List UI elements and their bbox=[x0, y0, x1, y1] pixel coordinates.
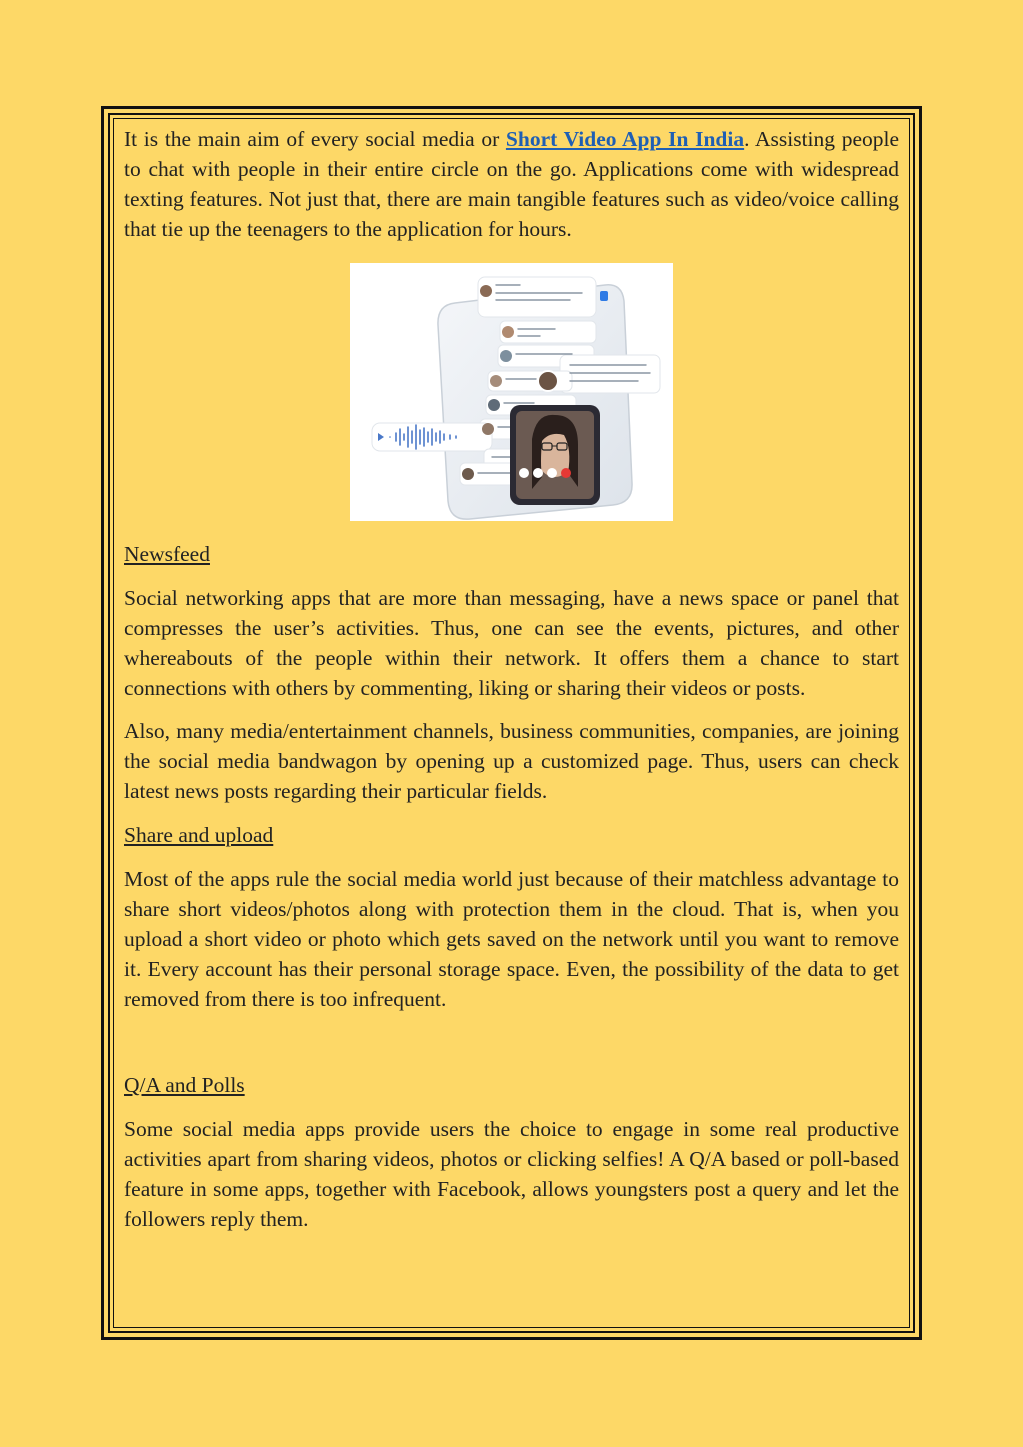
section-heading-share-upload: Share and upload bbox=[124, 823, 274, 847]
intro-text-start: It is the main aim of every social media or bbox=[124, 127, 506, 151]
intro-paragraph bbox=[124, 124, 899, 244]
qa-polls-paragraph: Some social media apps provide users the choice to engage in some real productive activities apart from sharing videos, photos or clicking selfies! A Q/A based or poll-based feature in some apps, together with Facebook, allows youngsters post a query and let the followers reply them. bbox=[124, 1117, 899, 1231]
section-heading-newsfeed: Newsfeed bbox=[124, 542, 210, 566]
newsfeed-paragraph-2: Also, many media/entertainment channels, business communities, companies, are joining the social media bandwagon by opening up a customized page. Thus, users can check latest news posts regarding their particular fields. bbox=[124, 719, 899, 803]
document-body bbox=[124, 124, 899, 1234]
section-heading-qa-polls: Q/A and Polls bbox=[124, 1073, 245, 1097]
phone-chat-app-illustration-icon bbox=[350, 263, 673, 521]
share-upload-paragraph: Most of the apps rule the social media world just because of their matchless advantage to share short videos/photos along with protection them in the cloud. That is, when you upload a short video or photo which gets saved on the network until you want to remove it. Every account has their personal storage space. Even, the possibility of the data to get removed from there is too infrequent. bbox=[124, 867, 899, 1011]
newsfeed-paragraph-1: Social networking apps that are more than messaging, have a news space or panel that compresses the user’s activities. Thus, one can see the events, pictures, and other whereabouts of the people within their network. It offers them a chance to start connections with others by commenting, liking or sharing their videos or posts. bbox=[124, 586, 899, 700]
intro-text-end: . Assisting people to chat with people in their entire circle on the go. Applications come with widespread texting features. Not just that, there are main tangible features such as video/voice calling that tie up the teenagers to the application for hours. bbox=[124, 127, 900, 241]
short-video-app-link[interactable]: Short Video App In India bbox=[505, 127, 745, 151]
phone-app-image bbox=[350, 263, 673, 521]
